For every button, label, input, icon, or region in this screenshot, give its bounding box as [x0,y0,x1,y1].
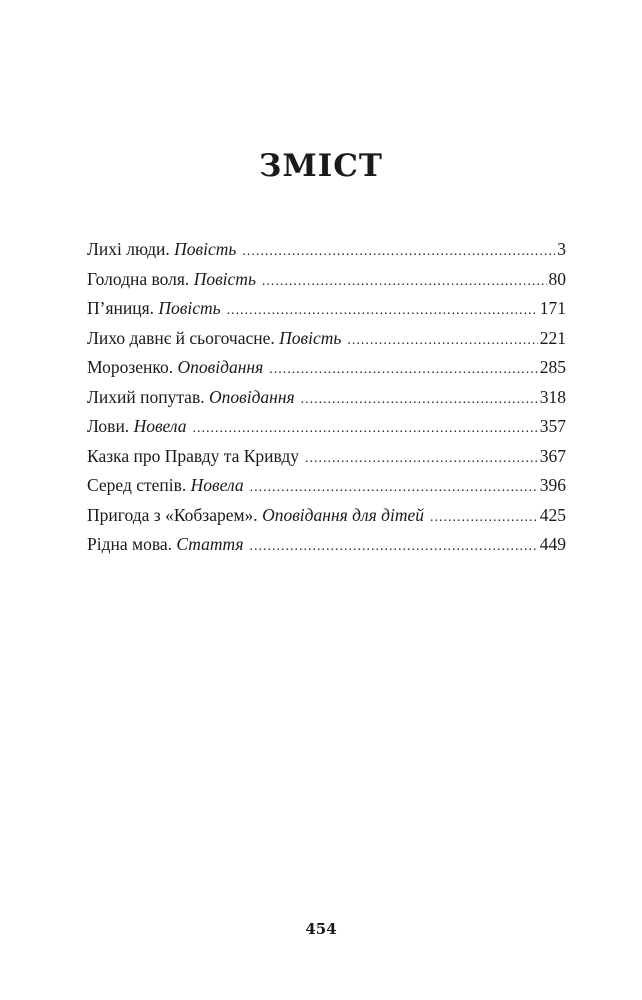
toc-entry-genre: Повість [279,327,342,348]
toc-entry-text [87,471,244,501]
toc-entry-text [87,353,263,383]
toc-dot-leader [262,267,547,297]
toc-entry [87,501,566,531]
toc-entry-title: П’яниця. [87,298,155,318]
toc-dot-leader [250,532,538,562]
toc-entry [87,530,566,560]
toc-entry-genre: Оповідання [208,386,295,407]
toc-entry-genre: Новела [190,475,244,495]
toc-entry-title: Лови. [87,416,130,436]
toc-entry-genre: Оповідання [177,357,264,377]
toc-entry-text [87,294,221,324]
toc-entry-genre: Повість [174,239,237,259]
toc-dot-leader [227,296,538,326]
toc-entry-text [87,383,295,413]
toc-entry-text [87,501,424,531]
toc-entry [87,353,566,383]
toc-dot-leader [305,444,538,474]
page-title: ЗМІСТ [259,148,383,184]
toc-dot-leader [250,473,538,503]
toc-entry-title: Пригода з «Кобзарем». [87,504,258,525]
toc-entry-title: Лихі люди. [87,239,170,259]
toc-entry-genre: Оповідання для дітей [262,504,424,525]
toc-dot-leader [430,503,538,533]
toc-entry-text [87,412,186,442]
toc-entry-title: Казка про Правду та Кривду [87,445,300,466]
toc-entry-page: 285 [539,357,566,377]
toc-entry-title: Лихо давнє й сьогочасне. [87,327,275,348]
toc-entry-text [87,324,341,354]
toc-entry-text [87,530,244,560]
toc-entry-page: 80 [548,268,566,289]
toc-entry [87,235,566,265]
table-of-contents [87,235,566,560]
toc-entry [87,324,566,354]
toc-entry [87,412,566,442]
toc-dot-leader [192,414,537,444]
toc-entry-page: 425 [539,504,566,525]
toc-entry-page: 357 [539,416,566,436]
toc-dot-leader [301,385,538,415]
toc-entry-page: 221 [539,327,566,348]
toc-entry-text [87,235,236,265]
toc-entry [87,294,566,324]
toc-entry-title: Голодна воля. [87,268,190,289]
toc-entry [87,383,566,413]
toc-entry-genre: Повість [193,268,256,289]
toc-entry-page: 396 [539,475,566,495]
toc-entry-title: Лихий попутав. [87,386,205,407]
page-number: 454 [305,920,337,938]
toc-dot-leader [347,326,537,356]
toc-dot-leader [242,237,555,267]
toc-dot-leader [269,355,538,385]
toc-entry-title: Рідна мова. [87,534,173,554]
toc-entry-text [87,265,256,295]
toc-entry [87,442,566,472]
toc-entry-title: Серед степів. [87,475,187,495]
toc-entry-page: 3 [557,239,566,259]
toc-entry-genre: Повість [158,298,221,318]
toc-entry [87,471,566,501]
toc-entry [87,265,566,295]
toc-entry-page: 449 [539,534,566,554]
toc-entry-page: 171 [539,298,566,318]
toc-entry-genre: Новела [133,416,187,436]
toc-entry-page: 318 [539,386,566,407]
toc-entry-genre: Стаття [176,534,244,554]
toc-entry-page: 367 [539,445,566,466]
toc-entry-text [87,442,299,472]
toc-entry-title: Морозенко. [87,357,174,377]
